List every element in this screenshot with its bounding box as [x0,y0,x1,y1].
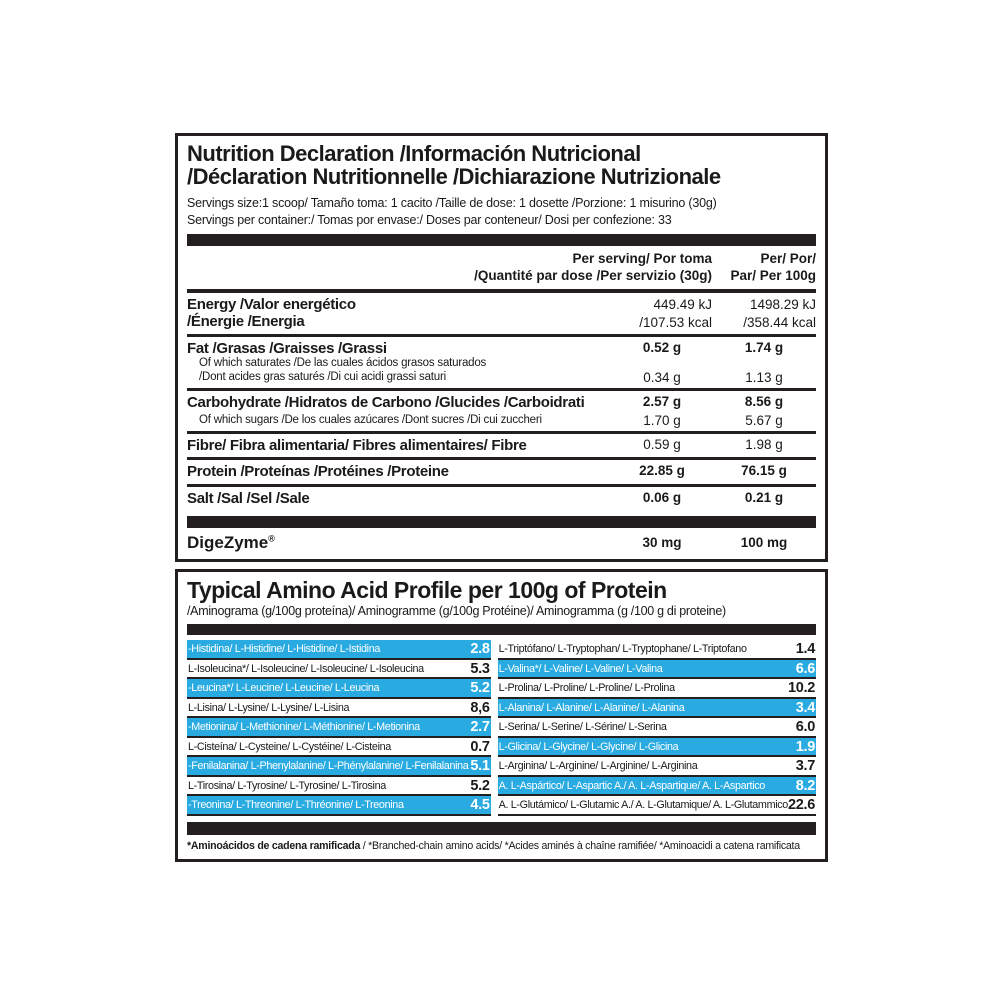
row-fibre [187,434,816,460]
fat-per-100g: 1.74 g 1.13 g [744,340,784,386]
fibre-per-serving: 0.59 g [643,437,681,453]
servings-per-container: Servings per container:/ Tomas por envase:/ Doses par conteneur/ Dosi per confezione: 33 [187,212,672,227]
nutrition-title [187,142,816,189]
salt-per-100g: 0.21 g [744,489,784,505]
amino-column-right [498,640,816,816]
energy-per-serving: 449.49 kJ /107.53 kcal [639,297,712,330]
fat-saturates-label-line2: /Dont acides gras saturés /Di cui acidi grassi saturi [199,371,446,384]
energy-label-line1: Energy /Valor energético [187,296,356,314]
amino-row: L-Isoleucina*/ L-Isoleucine/ L-Isoleucine/ L-Isoleucina 5.3 [187,660,491,680]
servings-info [187,195,816,229]
amino-row: L-Arginina/ L-Arginine/ L-Arginine/ L-Arginina 3.7 [498,757,816,777]
nutrition-table [187,246,816,509]
nutrition-declaration-panel [175,133,828,562]
amino-row: A. L-Aspártico/ L-Aspartic A./ A. L-Aspartique/ A. L-Aspartico 8.2 [498,777,816,797]
amino-row: L-Valina*/ L-Valine/ L-Valine/ L-Valina 6.6 [498,660,816,680]
carbohydrate-label: Carbohydrate /Hidratos de Carbono /Glucides /Carboidrati [187,394,585,412]
carbohydrate-per-serving: 2.57 g 1.70 g [642,394,682,429]
amino-column-left [187,640,491,816]
carbohydrate-per-100g: 8.56 g 5.67 g [744,394,784,429]
amino-row: -Leucina*/ L-Leucine/ L-Leucine/ L-Leucina 5.2 [187,679,491,699]
separator-bar [187,234,816,246]
carbohydrate-sugars-label: Of which sugars /De los cuales azúcares /Dont sucres /Di cui zuccheri [199,414,542,427]
separator-bar [187,822,816,835]
amino-acid-panel [175,569,828,862]
row-protein [187,460,816,486]
row-digezyme [187,528,816,555]
fat-saturates-label-line1: Of which saturates /De las cuales ácidos grasos saturados [199,357,487,370]
salt-label: Salt /Sal /Sel /Sale [187,489,310,507]
separator-bar [187,624,816,635]
row-fat [187,337,816,391]
amino-row: A. L-Glutámico/ L-Glutamic A./ A. L-Glutamique/ A. L-Glutammico 22.6 [498,796,816,816]
row-carbohydrate [187,391,816,434]
salt-per-serving: 0.06 g [642,489,682,505]
bcaa-footnote-rest: / *Branched-chain amino acids/ *Acides aminés à chaîne ramifiée/ *Aminoacidi a catena ramificata [360,839,800,852]
amino-row: L-Glicina/ L-Glycine/ L-Glycine/ L-Glicina 1.9 [498,738,816,758]
amino-row: L-Serina/ L-Serine/ L-Sérine/ L-Serina 6.0 [498,718,816,738]
nutrition-title-line1: Nutrition Declaration /Información Nutricional [187,141,641,166]
digezyme-per-serving: 30 mg [642,535,682,551]
protein-label: Protein /Proteínas /Protéines /Proteine [187,463,449,481]
bcaa-footnote-bold: *Aminoácidos de cadena ramificada [187,839,361,852]
amino-subtitle: /Aminograma (g/100g proteína)/ Aminogramme (g/100g Protéine)/ Aminogramma (g /100 g di proteine) [187,604,726,619]
nutrition-title-line2: /Déclaration Nutritionnelle /Dichiarazione Nutrizionale [187,164,721,190]
amino-row: L-Lisina/ L-Lysine/ L-Lysine/ L-Lisina 8,6 [187,699,491,719]
amino-title: Typical Amino Acid Profile per 100g of Protein [187,577,667,603]
row-energy [187,293,816,337]
amino-row: L-Prolina/ L-Proline/ L-Proline/ L-Prolina 10.2 [498,679,816,699]
energy-per-100g: 1498.29 kJ /358.44 kcal [743,297,816,330]
registered-trademark-symbol: ® [268,533,275,544]
per-100g-header: Per/ Por/ Par/ Per 100g [730,251,816,284]
amino-table [187,640,816,816]
protein-per-serving: 22.85 g [639,463,685,479]
amino-row: L-Cisteína/ L-Cysteine/ L-Cystéine/ L-Cisteina 0.7 [187,738,491,758]
digezyme-per-100g: 100 mg [740,535,788,551]
amino-row: L-Triptófano/ L-Tryptophan/ L-Tryptophane/ L-Triptofano 1.4 [498,640,816,660]
bcaa-footnote [187,840,816,852]
per-serving-header: Per serving/ Por toma /Quantité par dose /Per servizio (30g) [474,251,712,284]
fibre-label: Fibre/ Fibra alimentaria/ Fibres alimentaires/ Fibre [187,437,527,455]
protein-per-100g: 76.15 g [741,463,787,479]
amino-row: -Histidina/ L-Histidine/ L-Histidine/ L-Istidina 2.8 [187,640,491,660]
fat-label: Fat /Grasas /Graisses /Grassi [187,340,387,358]
amino-row: -Fenilalanina/ L-Phenylalanine/ L-Phénylalanine/ L-Fenilalanina 5.1 [187,757,491,777]
fat-per-serving: 0.52 g 0.34 g [642,340,682,386]
digezyme-label: DigeZyme® [187,532,275,552]
amino-row: -Metionina/ L-Methionine/ L-Méthionine/ L-Metionina 2.7 [187,718,491,738]
fibre-per-100g: 1.98 g [745,437,783,453]
row-salt [187,487,816,510]
separator-bar [187,516,816,528]
amino-row: L-Alanina/ L-Alanine/ L-Alanine/ L-Alanina 3.4 [498,699,816,719]
energy-label-line2: /Énergie /Energia [187,313,305,331]
amino-row: -Treonina/ L-Threonine/ L-Thréonine/ L-Treonina 4.5 [187,796,491,816]
nutrition-table-header [187,246,816,293]
amino-row: L-Tirosina/ L-Tyrosine/ L-Tyrosine/ L-Tirosina 5.2 [187,777,491,797]
servings-size: Servings size:1 scoop/ Tamaño toma: 1 cacito /Taille de dose: 1 dosette /Porzione: 1 misurino (30g) [187,195,717,210]
